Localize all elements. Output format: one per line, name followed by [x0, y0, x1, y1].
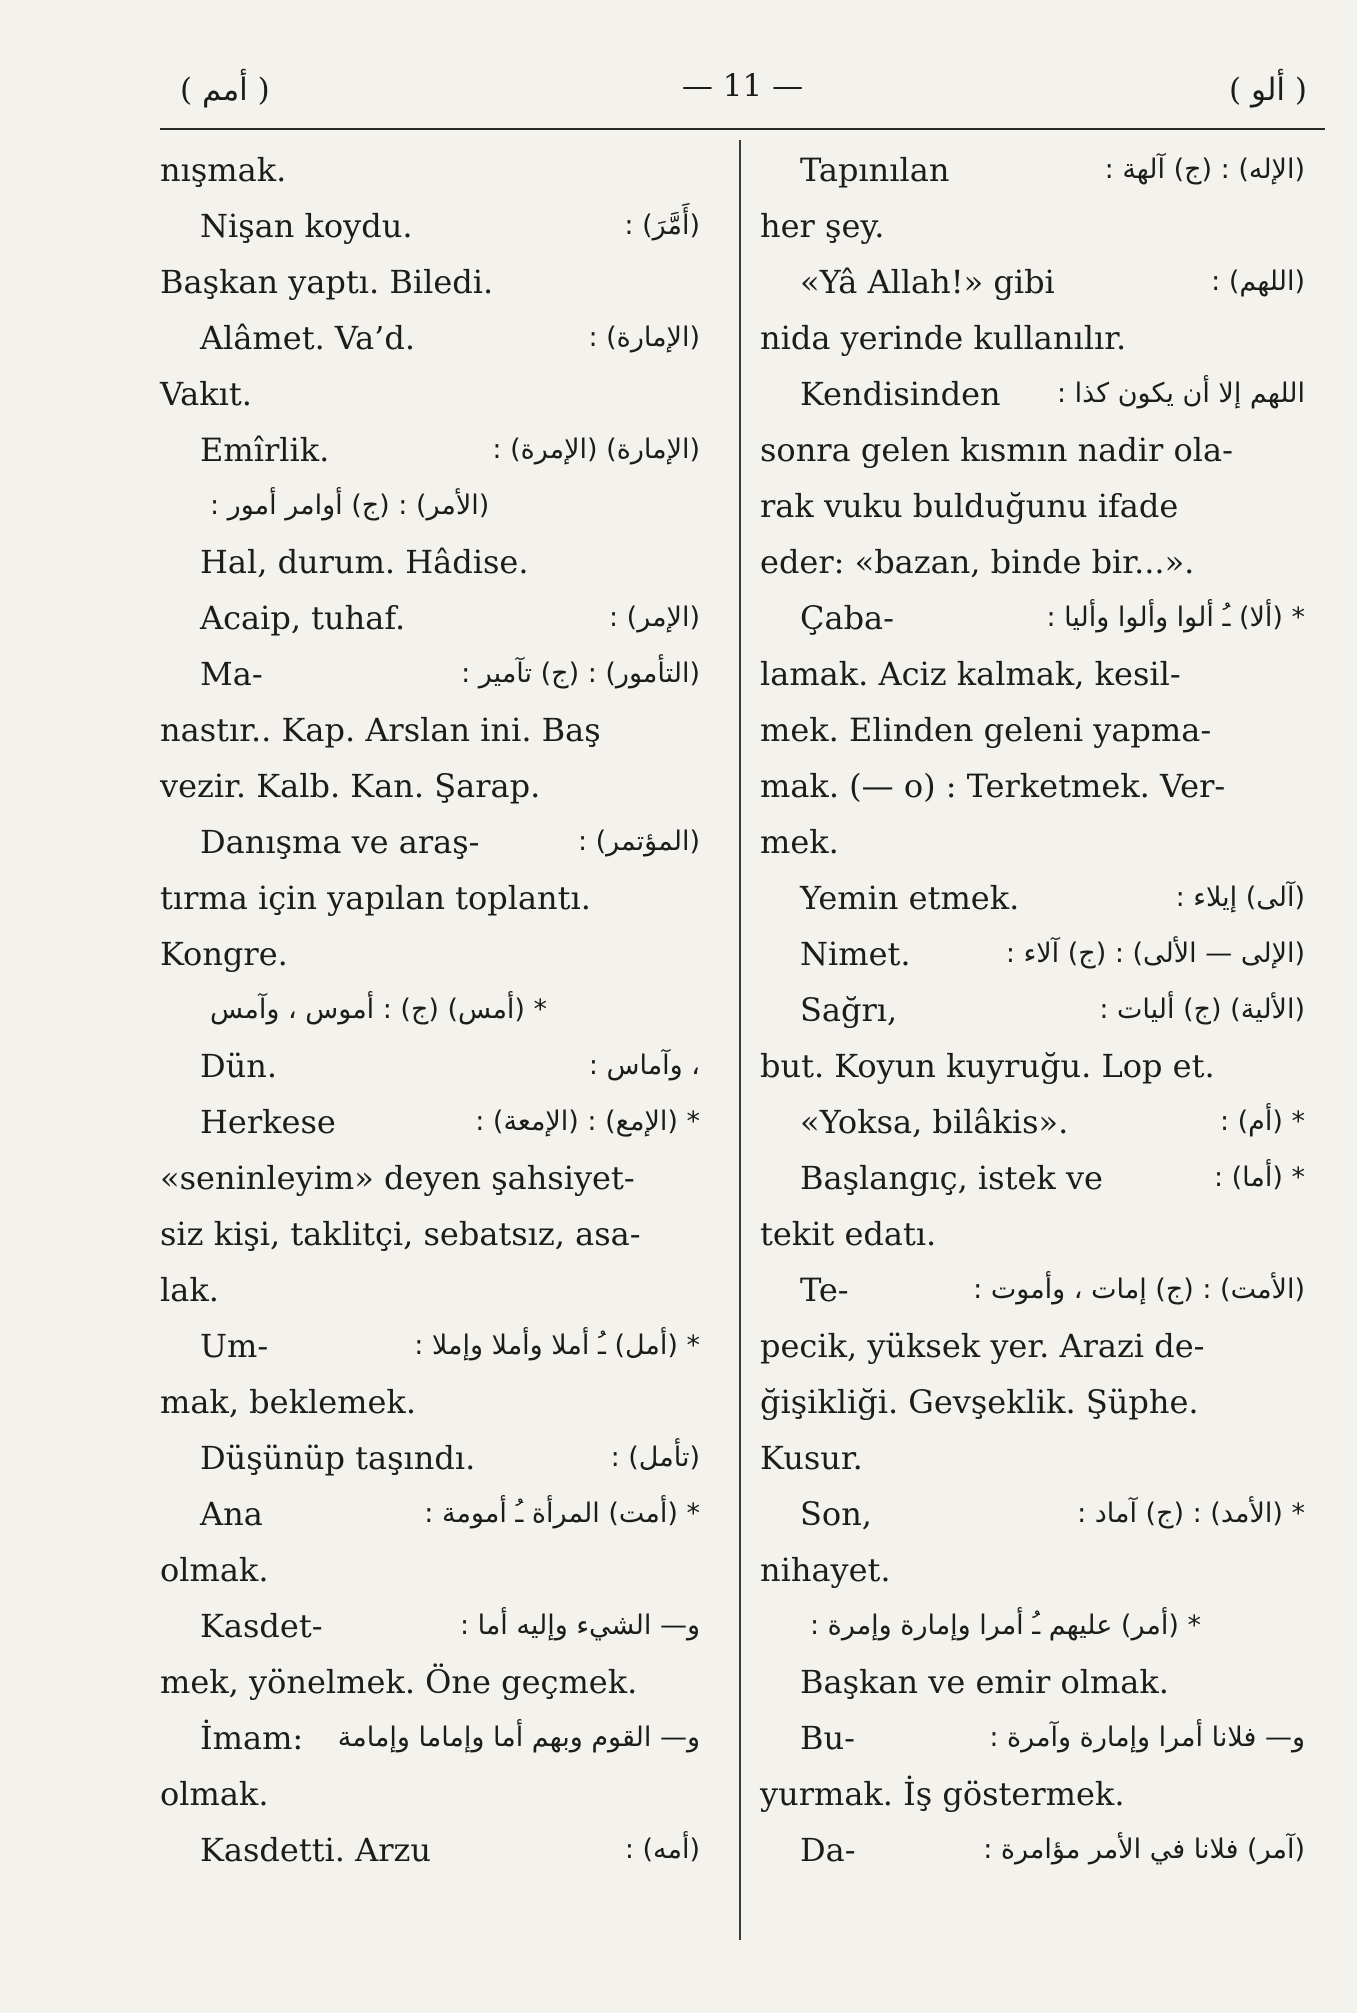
- arabic-headword: (الإلى — الألى) : (ج) آلاء :: [1005, 938, 1305, 969]
- entry-text: mek, yönelmek. Öne geçmek.: [160, 1663, 638, 1701]
- entry-text: ğişikliği. Gevşeklik. Şüphe.: [760, 1383, 1199, 1421]
- entry-line: [160, 1374, 700, 1430]
- entry-line: [760, 758, 1305, 814]
- entry-text: Emîrlik.: [200, 431, 330, 469]
- page-number: — 11 —: [681, 68, 804, 104]
- arabic-headword: * (أما) :: [1213, 1162, 1305, 1193]
- entry-line: [760, 198, 1305, 254]
- entry-text: Kongre.: [160, 935, 288, 973]
- entry-text: olmak.: [160, 1775, 269, 1813]
- entry-line: [160, 1542, 700, 1598]
- arabic-headword: (الإمر) :: [608, 602, 700, 633]
- entry-line: [160, 926, 700, 982]
- arabic-headword: (الإمارة) :: [588, 322, 700, 353]
- arabic-headword: * (أمل) ـُ أملا وأملا وإملا :: [414, 1330, 700, 1361]
- entry-line: [160, 534, 700, 590]
- arabic-headword: * (أمس) (ج) : أموس ، وآمس: [210, 994, 548, 1025]
- entry-text: nastır.. Kap. Arslan ini. Baş: [160, 711, 601, 749]
- entry-text: Hal, durum. Hâdise.: [200, 543, 529, 581]
- entry-text: Um-: [200, 1327, 269, 1365]
- entry-line: [160, 1766, 700, 1822]
- entry-line: [160, 1150, 700, 1206]
- arabic-headword: * (ألا) ـُ ألوا وألوا وأليا :: [1046, 602, 1305, 633]
- entry-line: [160, 310, 700, 366]
- entry-line: [760, 590, 1305, 646]
- header-right-guide-word: ( ألو ): [1229, 72, 1307, 108]
- entry-text: Ana: [200, 1495, 263, 1533]
- entry-text: Alâmet. Va’d.: [200, 319, 415, 357]
- entry-line: [160, 1318, 700, 1374]
- entry-text: Başlangıç, istek ve: [800, 1159, 1103, 1197]
- entry-line: [160, 422, 700, 478]
- arabic-headword: (اللهم) :: [1211, 266, 1305, 297]
- arabic-headword: و— الشيء وإليه أما :: [459, 1610, 700, 1641]
- entry-text: Te-: [800, 1271, 849, 1309]
- entry-text: Nimet.: [800, 935, 911, 973]
- entry-text: mek.: [760, 823, 839, 861]
- entry-text: nihayet.: [760, 1551, 891, 1589]
- entry-line: [760, 1542, 1305, 1598]
- arabic-headword: (الأمت) : (ج) إمات ، وأموت :: [973, 1274, 1305, 1305]
- entry-line: [760, 1094, 1305, 1150]
- entry-line: [760, 422, 1305, 478]
- arabic-headword: و— فلانا أمرا وإمارة وآمرة :: [989, 1722, 1305, 1753]
- entry-line: [160, 1822, 700, 1878]
- entry-text: «Yoksa, bilâkis».: [800, 1103, 1069, 1141]
- entry-text: but. Koyun kuyruğu. Lop et.: [760, 1047, 1215, 1085]
- entry-text: Ma-: [200, 655, 263, 693]
- arabic-headword: (التأمور) : (ج) تآمير :: [461, 658, 700, 689]
- entry-line: [760, 478, 1305, 534]
- entry-line: [160, 1094, 700, 1150]
- entry-line: [760, 142, 1305, 198]
- entry-text: Dün.: [200, 1047, 278, 1085]
- entry-line: [160, 1486, 700, 1542]
- entry-text: Vakıt.: [160, 375, 252, 413]
- entry-line: [160, 478, 700, 534]
- entry-text: Sağrı,: [800, 991, 898, 1029]
- entry-text: yurmak. İş göstermek.: [760, 1775, 1125, 1813]
- entry-line: [760, 1654, 1305, 1710]
- right-column: [760, 142, 1305, 1878]
- entry-line: [760, 366, 1305, 422]
- entry-line: [160, 870, 700, 926]
- arabic-headword: (الإله) : (ج) آلهة :: [1104, 154, 1305, 185]
- entry-text: vezir. Kalb. Kan. Şarap.: [160, 767, 541, 805]
- entry-text: Düşünüp taşındı.: [200, 1439, 476, 1477]
- entry-line: [160, 646, 700, 702]
- entry-line: [160, 1654, 700, 1710]
- entry-line: [760, 1206, 1305, 1262]
- arabic-headword: (أَمَّرَ) :: [624, 210, 700, 241]
- arabic-headword: * (أمر) عليهم ـُ أمرا وإمارة وإمرة :: [810, 1610, 1201, 1641]
- entry-line: [160, 1598, 700, 1654]
- header-left-guide-word: ( أمم ): [180, 72, 270, 108]
- entry-line: [760, 1766, 1305, 1822]
- entry-line: [760, 534, 1305, 590]
- entry-line: [760, 926, 1305, 982]
- entry-text: Çaba-: [800, 599, 894, 637]
- entry-line: [160, 254, 700, 310]
- entry-line: [760, 310, 1305, 366]
- arabic-headword: * (الإمع) : (الإمعة) :: [475, 1106, 700, 1137]
- entry-text: «seninleyim» deyen şahsiyet-: [160, 1159, 635, 1197]
- arabic-headword: (أمه) :: [624, 1834, 700, 1865]
- entry-text: Kasdetti. Arzu: [200, 1831, 431, 1869]
- entry-text: eder: «bazan, binde bir...».: [760, 543, 1195, 581]
- entry-line: [760, 1598, 1305, 1654]
- entry-text: İmam:: [200, 1719, 304, 1757]
- entry-line: [760, 254, 1305, 310]
- entry-text: pecik, yüksek yer. Arazi de-: [760, 1327, 1205, 1365]
- entry-text: sonra gelen kısmın nadir ola-: [760, 431, 1233, 469]
- arabic-headword: * (أم) :: [1219, 1106, 1305, 1137]
- entry-line: [760, 814, 1305, 870]
- entry-line: [760, 702, 1305, 758]
- arabic-headword: (آمر) فلانا في الأمر مؤامرة :: [983, 1834, 1305, 1865]
- entry-line: [760, 982, 1305, 1038]
- entry-line: [160, 1430, 700, 1486]
- entry-text: mek. Elinden geleni yapma-: [760, 711, 1212, 749]
- entry-line: [160, 702, 700, 758]
- entry-text: nışmak.: [160, 151, 287, 189]
- arabic-headword: ، وآماس :: [588, 1050, 700, 1081]
- column-divider: [739, 140, 741, 1940]
- page-header: [160, 58, 1325, 118]
- entry-text: Tapınılan: [800, 151, 950, 189]
- entry-text: tekit edatı.: [760, 1215, 937, 1253]
- entry-text: rak vuku bulduğunu ifade: [760, 487, 1179, 525]
- arabic-headword: (تأمل) :: [610, 1442, 700, 1473]
- entry-text: olmak.: [160, 1551, 269, 1589]
- entry-line: [760, 1822, 1305, 1878]
- arabic-headword: * (أمت) المرأة ـُ أمومة :: [424, 1498, 700, 1529]
- entry-text: Danışma ve araş-: [200, 823, 480, 861]
- entry-line: [160, 982, 700, 1038]
- entry-line: [160, 1038, 700, 1094]
- entry-line: [760, 646, 1305, 702]
- entry-text: Başkan ve emir olmak.: [800, 1663, 1169, 1701]
- arabic-headword: (الإمارة) (الإمرة) :: [492, 434, 700, 465]
- entry-line: [160, 142, 700, 198]
- entry-text: lak.: [160, 1271, 219, 1309]
- entry-line: [160, 1262, 700, 1318]
- entry-line: [160, 590, 700, 646]
- entry-line: [760, 1710, 1305, 1766]
- entry-text: tırma için yapılan toplantı.: [160, 879, 591, 917]
- entry-line: [160, 1710, 700, 1766]
- entry-text: Başkan yaptı. Biledi.: [160, 263, 494, 301]
- arabic-headword: (الألية) (ج) أليات :: [1099, 994, 1305, 1025]
- arabic-headword: و— القوم وبهم أما وإماما وإمامة: [337, 1722, 700, 1753]
- entry-line: [160, 814, 700, 870]
- arabic-headword: (الأمر) : (ج) أوامر أمور :: [210, 490, 490, 521]
- entry-text: Nişan koydu.: [200, 207, 413, 245]
- arabic-headword: اللهم إلا أن يكون كذا :: [1056, 378, 1305, 409]
- entry-line: [760, 1038, 1305, 1094]
- entry-text: siz kişi, taklitçi, sebatsız, asa-: [160, 1215, 641, 1253]
- entry-text: Da-: [800, 1831, 856, 1869]
- entry-line: [760, 1430, 1305, 1486]
- entry-text: nida yerinde kullanılır.: [760, 319, 1127, 357]
- entry-line: [160, 1206, 700, 1262]
- entry-text: Bu-: [800, 1719, 855, 1757]
- entry-line: [160, 198, 700, 254]
- arabic-headword: (المؤتمر) :: [577, 826, 700, 857]
- entry-text: Herkese: [200, 1103, 336, 1141]
- entry-text: mak, beklemek.: [160, 1383, 416, 1421]
- entry-text: Yemin etmek.: [800, 879, 1020, 917]
- entry-text: «Yâ Allah!» gibi: [800, 263, 1055, 301]
- entry-line: [760, 1262, 1305, 1318]
- arabic-headword: * (الأمد) : (ج) آماد :: [1077, 1498, 1305, 1529]
- entry-text: Son,: [800, 1495, 872, 1533]
- left-column: [160, 142, 700, 1878]
- entry-text: Kusur.: [760, 1439, 863, 1477]
- entry-text: mak. (— o) : Terketmek. Ver-: [760, 767, 1226, 805]
- entry-text: Kasdet-: [200, 1607, 323, 1645]
- entry-line: [760, 1374, 1305, 1430]
- entry-line: [760, 1318, 1305, 1374]
- entry-line: [160, 366, 700, 422]
- entry-line: [760, 1150, 1305, 1206]
- entry-text: her şey.: [760, 207, 885, 245]
- entry-line: [760, 870, 1305, 926]
- entry-text: Kendisinden: [800, 375, 1001, 413]
- entry-line: [760, 1486, 1305, 1542]
- entry-text: lamak. Aciz kalmak, kesil-: [760, 655, 1181, 693]
- arabic-headword: (آلى) إيلاء :: [1175, 882, 1305, 913]
- entry-text: Acaip, tuhaf.: [200, 599, 406, 637]
- entry-line: [160, 758, 700, 814]
- header-rule: [160, 128, 1325, 130]
